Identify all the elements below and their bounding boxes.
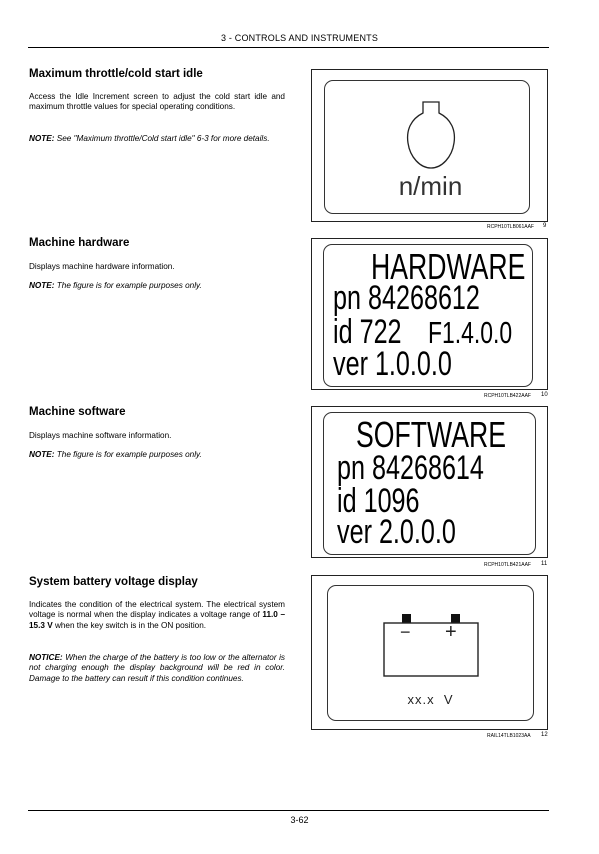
figure-number: 11 [541,561,548,567]
notice-label: NOTICE: [29,653,63,662]
section-note-throttle [29,134,285,144]
hardware-version: ver 1.0.0.0 [333,345,452,383]
body-text: Indicates the condition of the electrical system. The electrical system voltage is normal when the display indicates a voltage range of [29,600,285,620]
note-label: NOTE: [29,134,55,143]
voltage-range: 11.0 – 15.3 V [29,610,286,630]
figure-software [311,406,548,558]
section-body-throttle: Access the Idle Increment screen to adjust the cold start idle and maximum throttle values for special operating conditions. [29,92,285,112]
battery-icon [382,612,480,678]
section-body-hardware: Displays machine hardware information. [29,262,175,271]
software-id: id 1096 [337,482,420,520]
notice-text: When the charge of the battery is too low or the alternator is not charging enough the display background will be red in color. Damage to the battery can result if this condition continues. [29,653,285,683]
figure-number: 10 [541,392,548,398]
figure-number: 9 [543,223,547,229]
figure-code: RCPH10TLB061AAF [487,224,534,230]
section-heading-throttle: Maximum throttle/cold start idle [29,68,203,80]
section-body-software: Displays machine software information. [29,431,172,440]
hardware-title: HARDWARE [371,246,526,287]
hardware-id: id 722 [333,313,402,351]
hardware-pn: pn 84268612 [333,279,480,317]
hardware-firmware: F1.4.0.0 [428,315,513,350]
section-notice-battery [29,653,285,684]
note-label: NOTE: [29,281,55,290]
rpm-unit-label: n/min [398,171,463,201]
body-text: when the key switch is in the ON position. [52,620,207,630]
software-version: ver 2.0.0.0 [337,513,456,551]
section-body-battery [29,600,285,631]
figure-code: RCPH10TLB422AAF [484,393,531,399]
note-label: NOTE: [29,450,55,459]
section-heading-hardware: Machine hardware [29,237,130,249]
figure-hardware [311,238,548,390]
section-note-software [29,450,285,460]
voltage-readout: xx.x V [407,692,454,707]
note-text: The figure is for example purposes only. [56,281,202,290]
note-text: The figure is for example purposes only. [56,450,202,459]
battery-plus-sign: + [445,621,457,643]
section-note-hardware [29,281,285,291]
section-heading-software: Machine software [29,406,126,418]
page-number: 3-62 [290,815,309,825]
figure-battery [311,575,548,730]
figure-code: RCPH10TLB421AAF [484,562,531,568]
page-header: 3 - CONTROLS AND INSTRUMENTS [220,33,379,43]
figure-number: 12 [541,732,548,738]
engine-speed-icon [405,100,457,170]
header-rule [28,47,549,48]
figure-engine-speed [311,69,548,222]
footer-rule [28,810,549,811]
battery-minus-sign: − [400,622,411,642]
section-heading-battery: System battery voltage display [29,576,198,588]
software-pn: pn 84268614 [337,449,484,487]
figure-code: RAIL14TLB1023AA [487,733,531,739]
software-title: SOFTWARE [356,414,506,455]
note-text: See "Maximum throttle/Cold start idle" 6-3 for more details. [56,134,270,143]
